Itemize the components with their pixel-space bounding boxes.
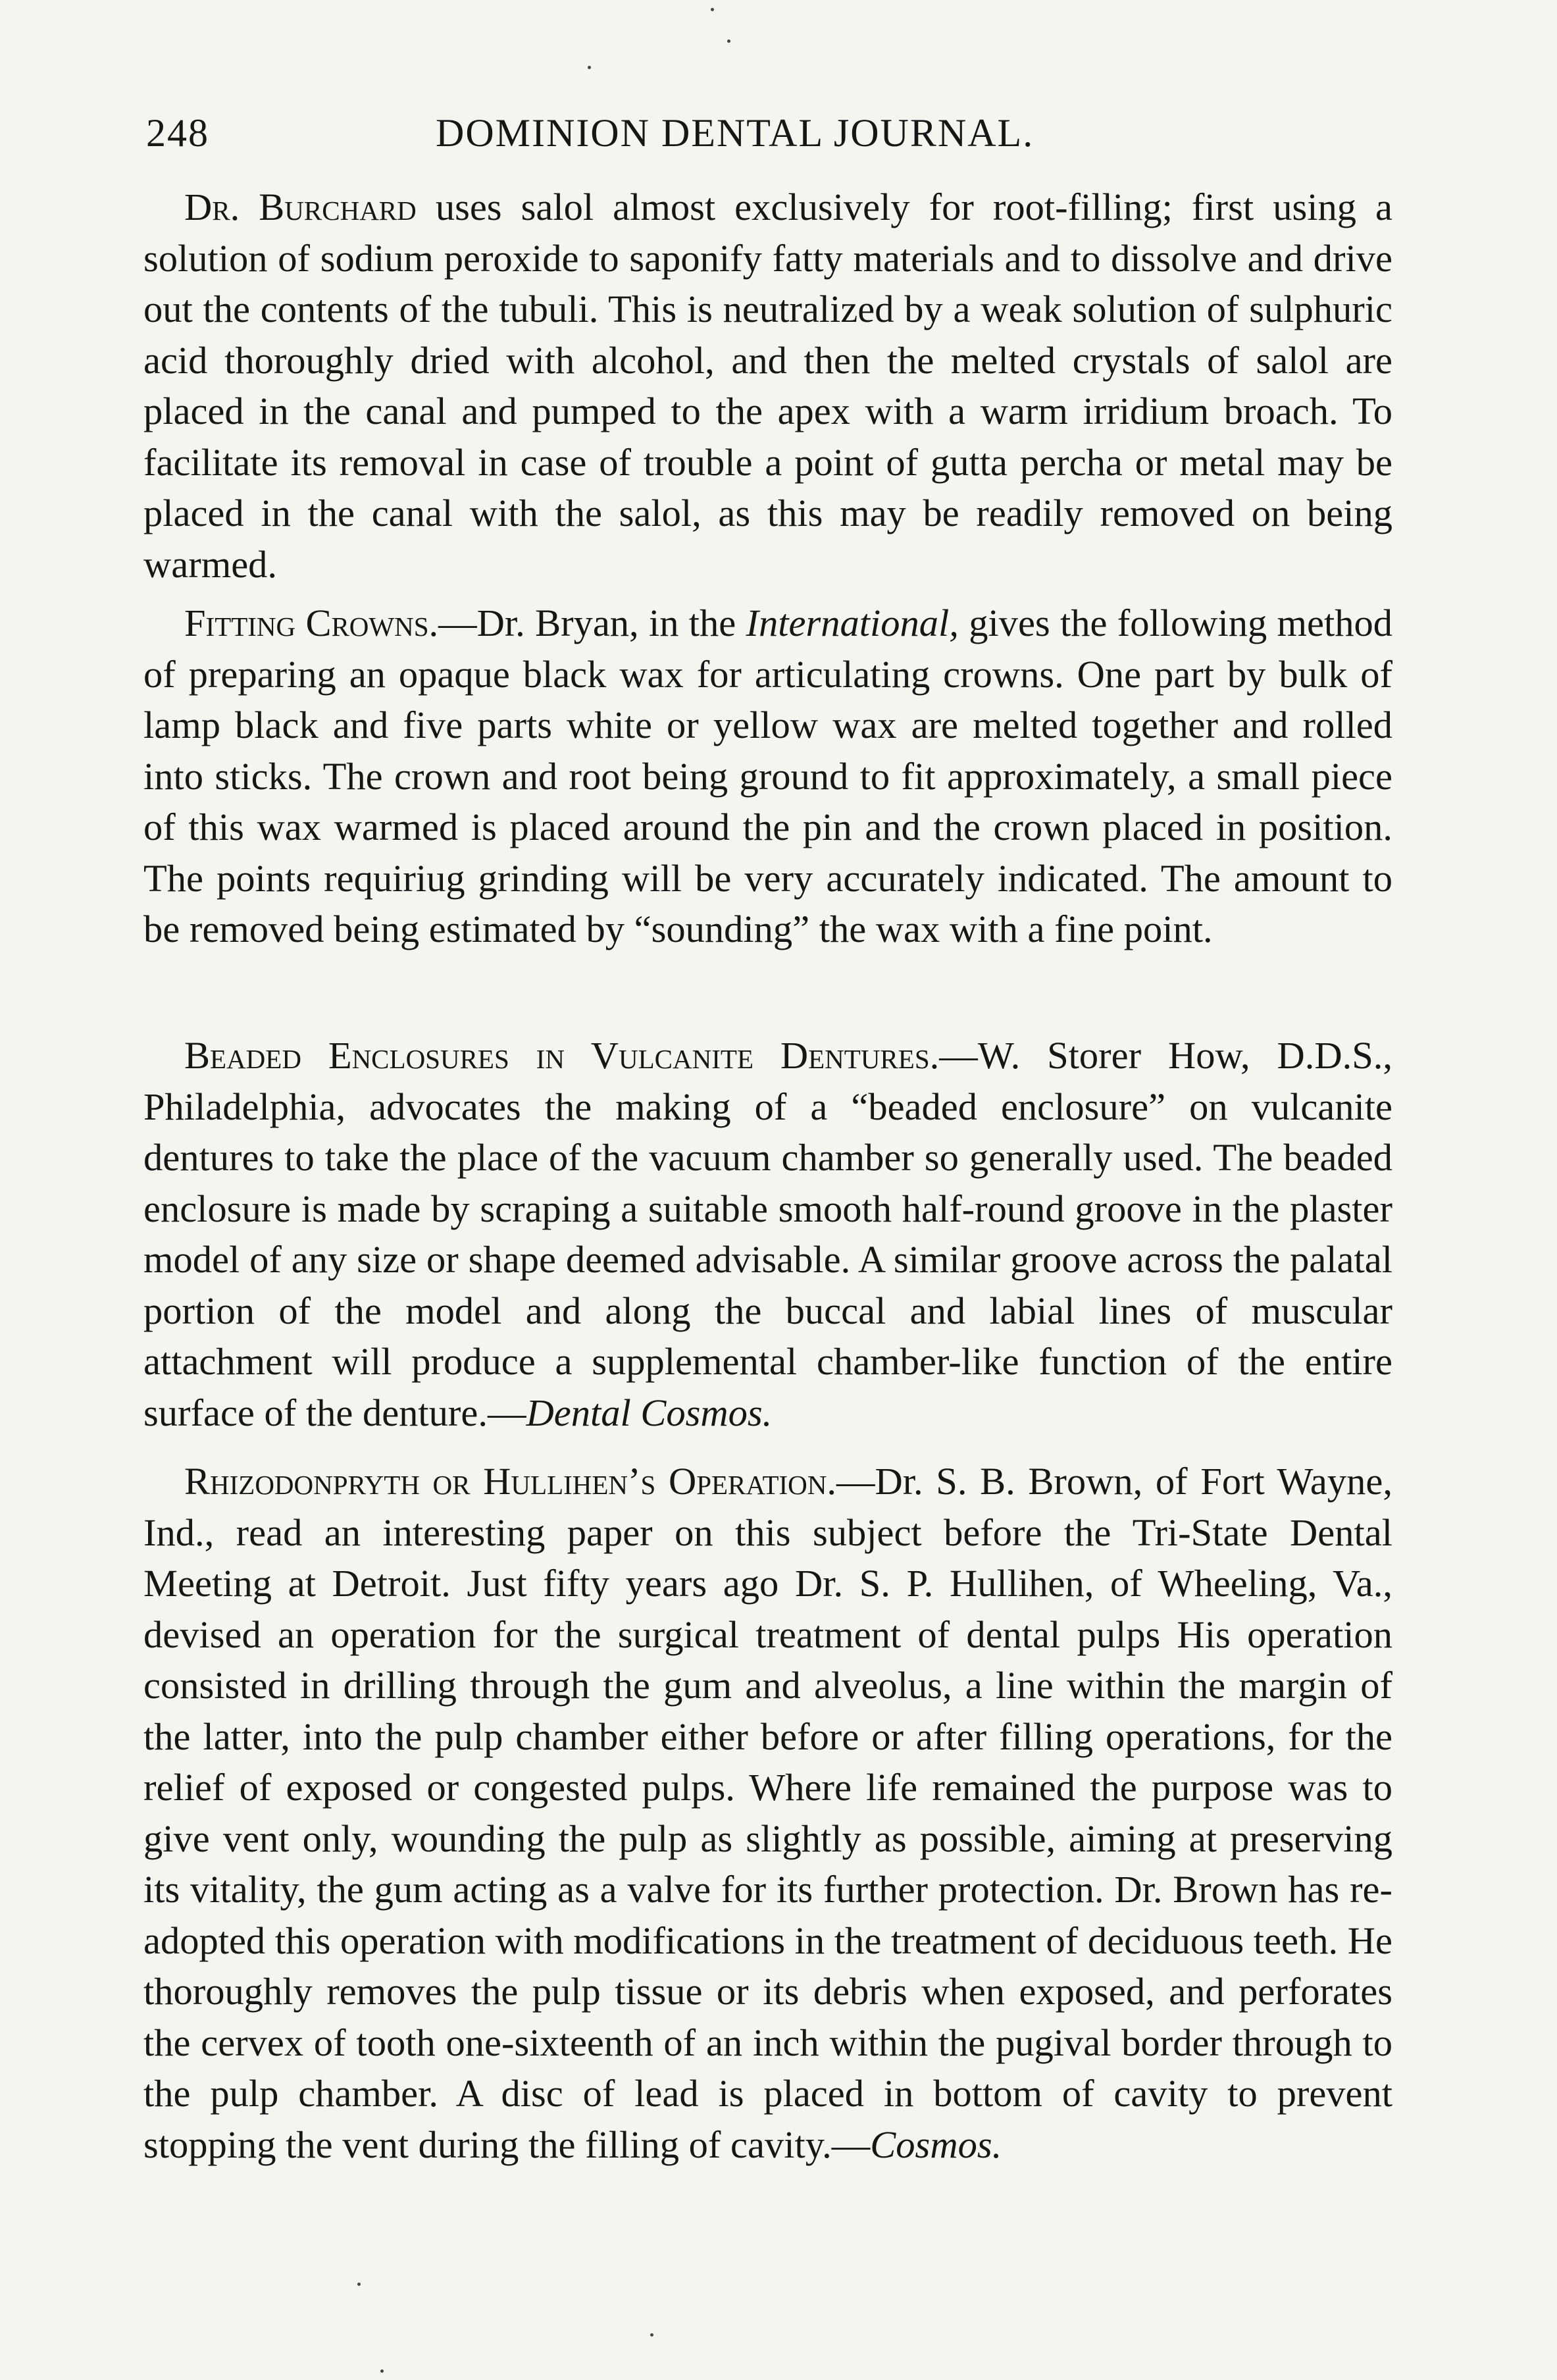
paragraph-body: —W. Storer How, D.D.S., Philadelphia, advocates the making of a “beaded enclosure” on vulcanite dentures to take the place of the vacuum chamber so generally used. The beaded enclosure is made by scraping a suitable smooth half-round groove in the plaster model of any size or shape deemed advisable. A similar groove across the palatal portion of the model and along the buccal and labial lines of muscular attachment will produce a supplemental chamber-like function of the entire surface of the denture.—	[143, 1034, 1392, 1434]
article-beaded-enclosures	[143, 1030, 1392, 1438]
paragraph-body: gives the following method of preparing an opaque black wax for articulating crowns. One part by bulk of lamp black and five parts white or yellow wax are melted together and rolled into sticks. The crown and root being ground to fit approximately, a small piece of this wax warmed is placed around the pin and the crown placed in position. The points requiriug grinding will be very accurately indicated. The amount to be removed being estimated by “sounding” the wax with a fine point.	[143, 602, 1392, 950]
paragraph-heading: Rhizodonpryth or Hullihen’s Operation.	[184, 1460, 837, 1503]
article-burchard-salol	[143, 182, 1392, 590]
source-citation: Dental Cosmos.	[526, 1391, 773, 1434]
article-hullihens-operation	[143, 1456, 1392, 2170]
print-speck	[588, 66, 591, 69]
paragraph-heading: Beaded Enclosures in Vulcanite Dentures.	[184, 1034, 940, 1077]
print-speck	[727, 39, 730, 43]
article-fitting-crowns	[143, 598, 1392, 955]
paragraph-heading: Fitting Crowns.	[184, 602, 439, 644]
print-speck	[650, 2333, 653, 2337]
print-speck	[357, 2283, 361, 2286]
paragraph	[143, 1456, 1392, 2170]
paragraph-heading: Dr. Burchard	[184, 186, 417, 228]
paragraph	[143, 598, 1392, 955]
paragraph-body: uses salol almost exclusively for root-filling; first using a solution of sodium peroxide to saponify fatty materials and to dissolve and drive out the contents of the tubuli. This is neutralized by a weak solution of sulphuric acid thoroughly dried with alcohol, and then the melted crystals of salol are placed in the canal and pumped to the apex with a warm irridium broach. To facilitate its removal in case of trouble a point of gutta percha or metal may be placed in the canal with the salol, as this may be readily removed on being warmed.	[143, 186, 1392, 586]
journal-citation: International,	[746, 602, 959, 644]
print-speck	[380, 2369, 384, 2373]
paragraph-body: —Dr. S. B. Brown, of Fort Wayne, Ind., read an interesting paper on this subject before the Tri-State Dental Meeting at Detroit. Just fifty years ago Dr. S. P. Hullihen, of Wheeling, Va., devised an operation for the surgical treatment of dental pulps His operation consisted in drilling through the gum and alveolus, a line within the margin of the latter, into the pulp chamber either before or after filling operations, for the relief of exposed or congested pulps. Where life remained the purpose was to give vent only, wounding the pulp as slightly as possible, aiming at preserving its vitality, the gum acting as a valve for its further protection. Dr. Brown has re-adopted this operation with modifications in the treatment of deciduous teeth. He thoroughly removes the pulp tissue or its debris when exposed, and perforates the cervex of tooth one-sixteenth of an inch within the pugival border through to the pulp chamber. A disc of lead is placed in bottom of cavity to prevent stopping the vent during the filling of cavity.—	[143, 1460, 1392, 2166]
page-number: 248	[146, 111, 209, 155]
paragraph	[143, 182, 1392, 590]
journal-title: DOMINION DENTAL JOURNAL.	[436, 111, 1034, 155]
paragraph-body-lead: —Dr. Bryan, in the	[438, 602, 746, 644]
paragraph	[143, 1030, 1392, 1438]
running-header	[146, 111, 1404, 163]
source-citation: Cosmos.	[870, 2123, 1002, 2166]
print-speck	[711, 8, 714, 11]
